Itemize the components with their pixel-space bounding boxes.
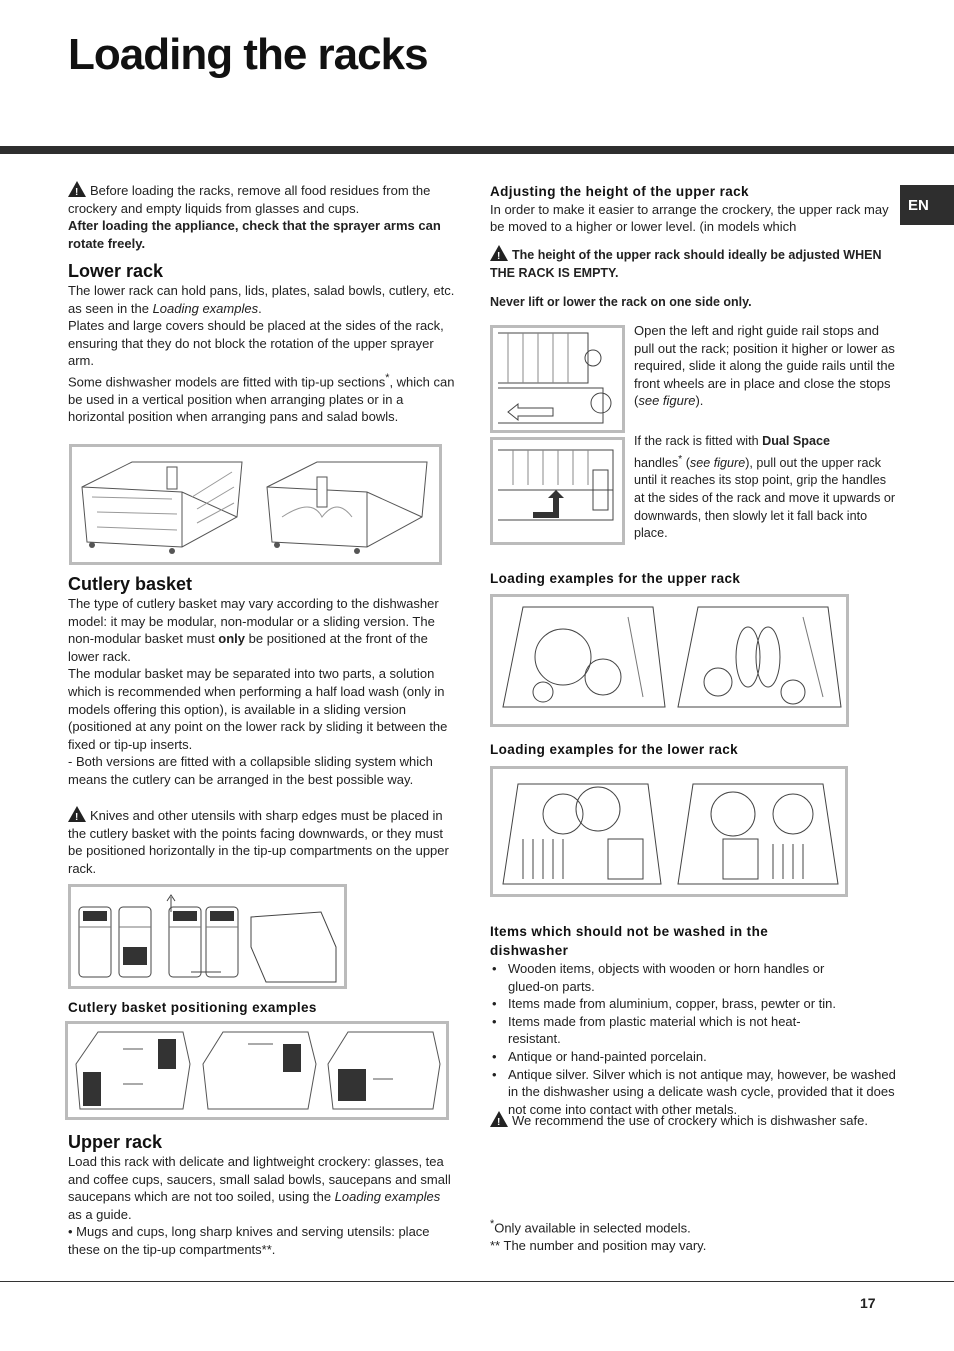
rack-empty-warning — [490, 245, 895, 282]
header-rule — [0, 146, 954, 154]
cutlery-basket-illustration — [71, 887, 344, 986]
page-title: Loading the racks — [68, 30, 428, 79]
upper-loading-illustration — [493, 597, 846, 724]
intro-block — [68, 181, 456, 252]
recommend-block — [490, 1111, 890, 1130]
lower-rack-p2: Plates and large covers should be placed at the sides of the rack, ensuring that they do not block the rotation of the upper sprayer arm. — [68, 318, 444, 369]
step1-text: Open the left and right guide rail stops and pull out the rack; position it higher or lower as required, slide it along the guide rails until the front wheels are in place and close the stops ( — [634, 323, 895, 409]
cutlery-only: only — [218, 631, 246, 647]
dual-space-text — [634, 433, 896, 543]
cutlery-p1: The type of cutlery basket may vary according to the dishwasher model: it may be modular, non-modular or a sliding version. The non-modular basket must — [68, 596, 439, 647]
never-lift — [490, 294, 895, 312]
warning-icon — [490, 245, 508, 261]
loading-lower-heading-wrap — [490, 742, 738, 757]
step2-paren: ( — [682, 455, 690, 470]
cutlery-p3: - Both versions are fitted with a collapsible sliding system which means the cutlery can be arranged in the best possible way. — [68, 754, 433, 787]
guide-rail-illustration — [493, 328, 622, 430]
see-figure-ref: see figure — [638, 393, 696, 409]
list-item: • Antique or hand-painted porcelain. — [490, 1048, 850, 1066]
dual-space-illustration — [493, 440, 622, 542]
knives-warning-text: Knives and other utensils with sharp edges must be placed in the cutlery basket with the points facing downwards, or they must be positioned horizontally in the tip-up compartments on the upper rack. — [68, 808, 449, 876]
page-number: 17 — [860, 1295, 876, 1311]
cutlery-basket-section — [68, 573, 456, 789]
upper-rack-p1: Load this rack with delicate and lightweight crockery: glasses, tea and coffee cups, saucers, small salad bowls, saucepans and small saucepans which are not too soiled, using the — [68, 1154, 451, 1205]
warning-icon — [490, 1111, 508, 1127]
warning-icon — [68, 806, 86, 822]
cutlery-basket-figure — [68, 884, 347, 989]
positioning-figure — [65, 1021, 449, 1120]
double-asterisk: ** — [490, 1237, 501, 1253]
step2-end: ), pull out the upper rack until it reaches its stop point, grip the handles at the sides of the rack and move it upwards or downwards, then slowly let it fall back into place. — [634, 455, 896, 541]
see-figure-ref: see figure — [689, 455, 746, 470]
lower-rack-p1: The lower rack can hold pans, lids, plates, salad bowls, cutlery, etc. as seen in the — [68, 283, 455, 316]
intro-text: Before loading the racks, remove all food residues from the crockery and empty liquids from glasses and cups. — [68, 183, 431, 216]
guide-rail-figure — [490, 325, 625, 433]
lower-rack-p3: Some dishwasher models are fitted with tip-up sections — [68, 374, 386, 390]
guide-rail-text — [634, 322, 896, 410]
upper-rack-p2: • Mugs and cups, long sharp knives and serving utensils: place these on the tip-up compartments**. — [68, 1224, 430, 1257]
dual-space-label: Dual Space — [762, 434, 830, 448]
not-washed-list — [490, 960, 896, 1118]
knives-warning — [68, 806, 456, 877]
upper-loading-figure — [490, 594, 849, 727]
language-tab: EN — [900, 185, 954, 225]
asterisk: * — [490, 1218, 495, 1230]
list-item: • Items made from aluminium, copper, brass, pewter or tin. — [490, 995, 850, 1013]
lower-rack-section — [68, 260, 456, 426]
upper-rack-section — [68, 1131, 456, 1259]
lower-rack-p3-end: , which can be used in a vertical position when arranging plates or in a horizontal position when arranging pans and salad bowls. — [68, 374, 455, 425]
lower-loading-illustration — [493, 769, 845, 894]
lower-rack-illustration — [72, 447, 439, 562]
loading-examples-ref: Loading examples — [152, 300, 259, 316]
not-washed-section — [490, 922, 896, 1118]
loading-upper-heading: Loading examples for the upper rack — [490, 571, 741, 586]
warning-icon — [68, 181, 86, 197]
adjusting-heading: Adjusting the height of the upper rack — [490, 184, 749, 199]
footnote-2: The number and position may vary. — [500, 1237, 707, 1253]
lower-loading-figure — [490, 766, 848, 897]
asterisk: * — [385, 371, 390, 384]
recommend-text: We recommend the use of crockery which is dishwasher safe. — [512, 1113, 868, 1128]
lower-rack-figure — [69, 444, 442, 565]
adjusting-section — [490, 183, 895, 236]
step1-end: ). — [695, 393, 704, 409]
list-item: • Wooden items, objects with wooden or horn handles or glued-on parts. — [490, 960, 850, 995]
loading-upper-heading-wrap — [490, 571, 740, 586]
never-lift-text: Never lift or lower the rack on one side only. — [490, 295, 752, 309]
cutlery-p2: The modular basket may be separated into two parts, a solution which is recommended when performing a half load wash (only in models offering this option), is available in a sliding version (positioned at any point on the lower rack by sliding it between the fixed or tip-up inserts. — [68, 666, 448, 752]
intro-bold: After loading the appliance, check that the sprayer arms can rotate freely. — [68, 218, 441, 251]
upper-rack-heading: Upper rack — [68, 1132, 163, 1152]
positioning-heading-wrap — [68, 1000, 317, 1015]
list-item: • Antique silver. Silver which is not antique may, however, be washed in the dishwasher using a delicate wash cycle, provided that it does not come into contact with other metals. — [490, 1066, 903, 1119]
asterisk: * — [678, 452, 683, 465]
rack-empty-warning-text: The height of the upper rack should ideally be adjusted WHEN THE RACK IS EMPTY. — [490, 248, 882, 280]
footnotes — [490, 1216, 890, 1255]
loading-lower-heading: Loading examples for the lower rack — [490, 742, 739, 757]
not-washed-heading: Items which should not be washed in the dishwasher — [490, 924, 769, 958]
cutlery-p1-end: be positioned at the front of the lower rack. — [68, 631, 428, 664]
upper-rack-p1-end: as a guide. — [68, 1206, 132, 1222]
lower-rack-heading: Lower rack — [68, 261, 164, 281]
positioning-heading: Cutlery basket positioning examples — [68, 1000, 317, 1015]
dual-space-figure — [490, 437, 625, 545]
loading-examples-ref: Loading examples — [334, 1189, 441, 1205]
lower-rack-p1-end: . — [258, 300, 262, 316]
footnote-1: Only available in selected models. — [494, 1220, 691, 1236]
positioning-illustration — [68, 1024, 446, 1117]
step2-text: If the rack is fitted with — [634, 434, 763, 448]
cutlery-basket-heading: Cutlery basket — [68, 574, 193, 594]
step2-handles: handles — [634, 455, 679, 470]
adjusting-p1: In order to make it easier to arrange the crockery, the upper rack may be moved to a higher or lower level. (in models which — [490, 201, 889, 235]
footer-rule — [0, 1281, 954, 1282]
list-item: • Items made from plastic material which is not heat-resistant. — [490, 1013, 850, 1048]
